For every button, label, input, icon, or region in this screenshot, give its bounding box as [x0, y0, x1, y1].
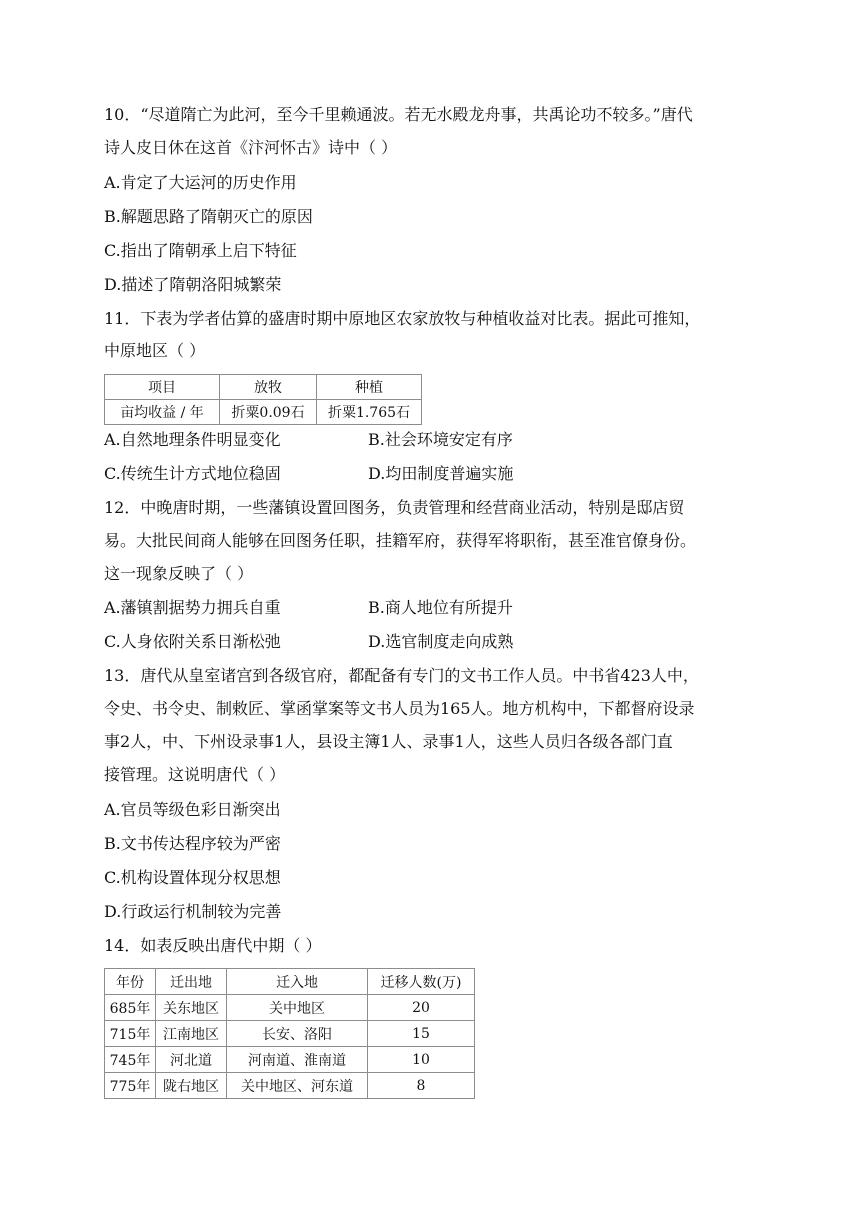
table-header-cell: 项目	[105, 375, 220, 400]
q13-stem-line2: 令史、书令史、制敕匠、掌函掌案等文书人员为165人。地方机构中，下都督府设录	[104, 699, 695, 718]
q12-option-b: B.商人地位有所提升	[368, 598, 513, 617]
q13-stem-line4: 接管理。这说明唐代（ ）	[104, 765, 286, 784]
q11-option-d: D.均田制度普遍实施	[368, 464, 514, 483]
table-cell: 折粟1.765石	[317, 400, 422, 425]
table-cell: 15	[368, 1021, 475, 1047]
table-cell: 715年	[105, 1021, 156, 1047]
q10-option-a: A.肯定了大运河的历史作用	[104, 173, 297, 192]
q13-option-d: D.行政运行机制较为完善	[104, 902, 282, 921]
table-header-row	[105, 375, 422, 400]
table-cell: 685年	[105, 995, 156, 1021]
table-row	[105, 400, 422, 425]
table-header-cell: 种植	[317, 375, 422, 400]
q14-table	[104, 968, 475, 1099]
table-header-cell: 迁入地	[227, 969, 368, 995]
q14-stem-line1: 14．如表反映出唐代中期（ ）	[104, 936, 322, 955]
table-cell: 775年	[105, 1073, 156, 1099]
q12-option-a: A.藩镇割据势力拥兵自重	[104, 598, 281, 617]
q11-option-b: B.社会环境安定有序	[368, 430, 513, 449]
table-cell: 折粟0.09石	[220, 400, 317, 425]
q12-stem-line2: 易。大批民间商人能够在回图务任职，挂籍军府，获得军将职衔，甚至准官僚身份。	[104, 531, 697, 550]
table-cell: 河北道	[156, 1047, 227, 1073]
table-cell: 10	[368, 1047, 475, 1073]
q13-option-b: B.文书传达程序较为严密	[104, 834, 281, 853]
table-row	[105, 995, 475, 1021]
q11-option-a: A.自然地理条件明显变化	[104, 430, 281, 449]
q11-stem-line2: 中原地区（ ）	[104, 341, 206, 360]
q12-option-d: D.选官制度走向成熟	[368, 632, 514, 651]
q11-table	[104, 374, 422, 425]
table-cell: 长安、洛阳	[227, 1021, 368, 1047]
table-cell: 河南道、淮南道	[227, 1047, 368, 1073]
q13-stem-line3: 事2人，中、下州设录事1人，县设主簿1人、录事1人，这些人员归各级各部门直	[104, 732, 673, 751]
q11-stem-line1: 11．下表为学者估算的盛唐时期中原地区农家放牧与种植收益对比表。据此可推知，	[104, 309, 701, 328]
q13-option-c: C.机构设置体现分权思想	[104, 868, 281, 887]
q10-option-b: B.解题思路了隋朝灭亡的原因	[104, 207, 313, 226]
table-header-row	[105, 969, 475, 995]
table-cell: 陇右地区	[156, 1073, 227, 1099]
q10-stem-line1: 10．“尽道隋亡为此河，至今千里赖通波。若无水殿龙舟事，共禹论功不较多。”唐代	[104, 105, 693, 124]
table-row	[105, 1047, 475, 1073]
table-cell: 关东地区	[156, 995, 227, 1021]
q10-stem-line2: 诗人皮日休在这首《汴河怀古》诗中（ ）	[104, 138, 398, 157]
q10-option-c: C.指出了隋朝承上启下特征	[104, 241, 297, 260]
table-cell: 20	[368, 995, 475, 1021]
table-row	[105, 1021, 475, 1047]
table-cell: 亩均收益 / 年	[105, 400, 220, 425]
q12-stem-line1: 12．中晚唐时期，一些藩镇设置回图务，负责管理和经营商业活动，特别是邸店贸	[104, 498, 685, 517]
q11-option-c: C.传统生计方式地位稳固	[104, 464, 281, 483]
q10-option-d: D.描述了隋朝洛阳城繁荣	[104, 275, 282, 294]
table-header-cell: 年份	[105, 969, 156, 995]
q13-option-a: A.官员等级色彩日渐突出	[104, 800, 281, 819]
table-cell: 745年	[105, 1047, 156, 1073]
table-header-cell: 迁移人数(万)	[368, 969, 475, 995]
q12-option-c: C.人身依附关系日渐松弛	[104, 632, 281, 651]
table-header-cell: 放牧	[220, 375, 317, 400]
table-cell: 8	[368, 1073, 475, 1099]
q12-stem-line3: 这一现象反映了（ ）	[104, 564, 254, 583]
table-cell: 关中地区、河东道	[227, 1073, 368, 1099]
table-cell: 江南地区	[156, 1021, 227, 1047]
table-header-cell: 迁出地	[156, 969, 227, 995]
table-row	[105, 1073, 475, 1099]
table-cell: 关中地区	[227, 995, 368, 1021]
q13-stem-line1: 13．唐代从皇室诸宫到各级官府，都配备有专门的文书工作人员。中书省423人中，	[104, 666, 699, 685]
